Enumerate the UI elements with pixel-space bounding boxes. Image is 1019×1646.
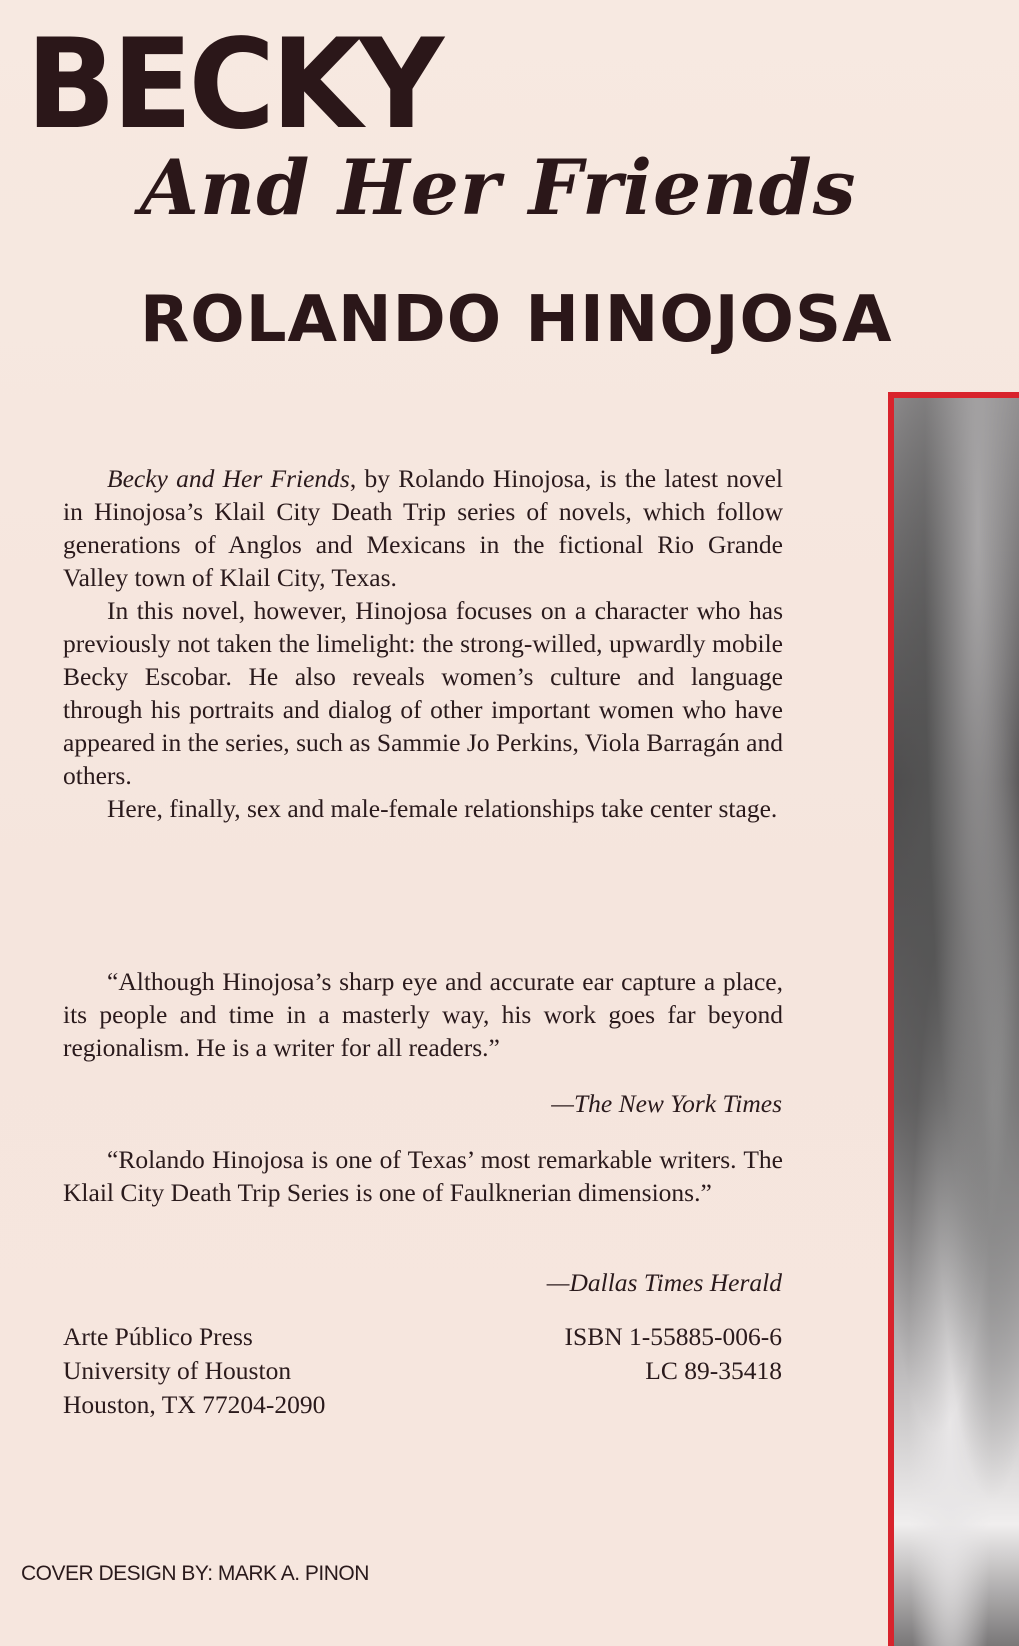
review-source-2: —Dallas Times Herald [546, 1268, 782, 1297]
cover-design-credit: COVER DESIGN BY: MARK A. PINON [21, 1562, 369, 1585]
review-quote-2: “Rolando Hinojosa is one of Texas’ most remarkable writers. The Klail City Death Trip Series is one of Faulknerian dimensions.” [63, 1145, 783, 1207]
description-paragraph-2: In this novel, however, Hinojosa focuses on a character who has previously not taken the limelight: the strong-willed, upwardly mobile Becky Escobar. He also reveals women’s culture and language through his portraits and dialog of other important women who have appeared in the series, such as Sammie Jo Perkins, Viola Barragán and others. [63, 596, 783, 790]
isbn: ISBN 1-55885-006-6 [564, 1322, 782, 1351]
publisher-name: Arte Público Press [63, 1322, 253, 1351]
lc-number: LC 89-35418 [645, 1356, 782, 1385]
publisher-institution: University of Houston [63, 1356, 292, 1385]
cover-photo-edge [888, 392, 1019, 1646]
catalog-codes [565, 1320, 782, 1388]
book-title-italic: Becky and Her Friends [107, 464, 350, 493]
title-subtitle: And Her Friends [140, 143, 857, 232]
description-paragraph-3: Here, finally, sex and male-female relationships take center stage. [107, 794, 778, 823]
publisher-address: Houston, TX 77204-2090 [63, 1390, 326, 1419]
title-main: BECKY [26, 11, 441, 157]
publisher-info [63, 1320, 325, 1422]
description-paragraph-1 [63, 462, 783, 594]
book-description [63, 462, 783, 825]
review-quote-1: “Although Hinojosa’s sharp eye and accurate ear capture a place, its people and time in a masterly way, his work goes far beyond regionalism. He is a writer for all readers.” [63, 967, 783, 1062]
description-paragraph-1-text: , by Rolando Hinojosa, is the latest novel in Hinojosa’s Klail City Death Trip series of novels, which follow generations of Anglos and Mexicans in the fictional Rio Grande Valley town of Klail City, Texas. [63, 464, 783, 592]
author-name: ROLANDO HINOJOSA [140, 283, 893, 357]
review-source-1: —The New York Times [551, 1089, 782, 1118]
